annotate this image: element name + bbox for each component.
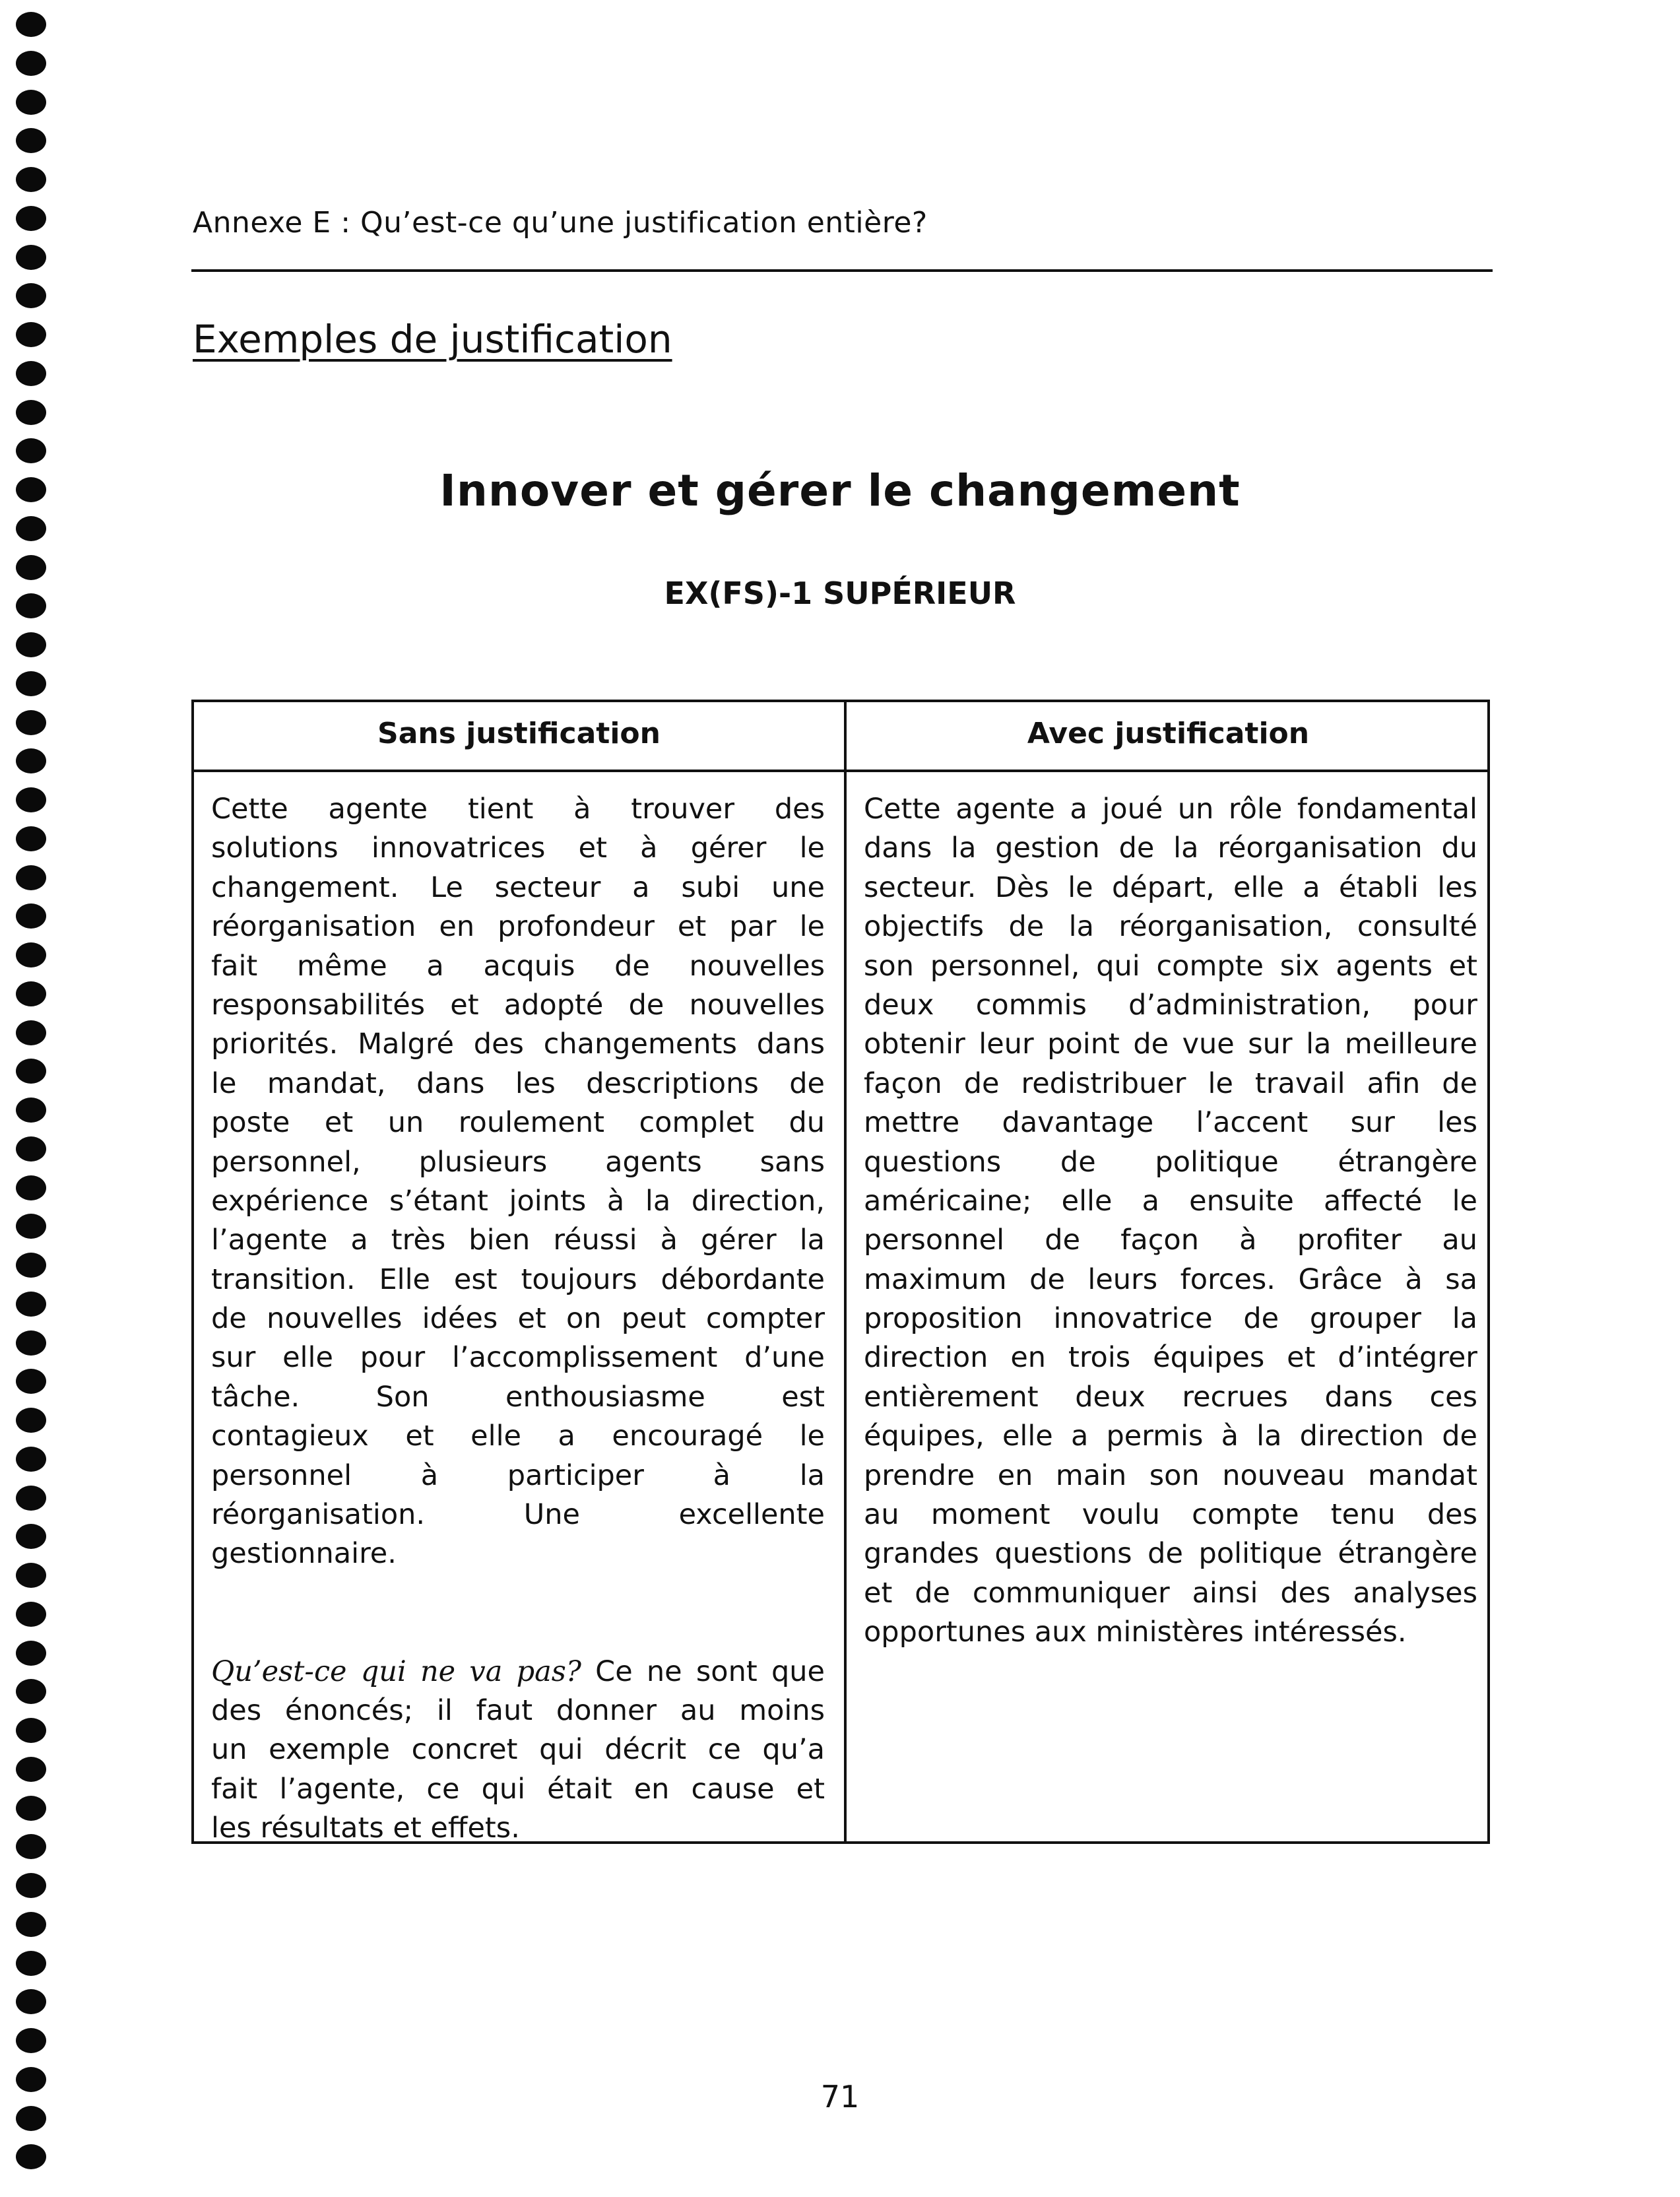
- text-line: direction en trois équipes et d’intégrer: [864, 1341, 1477, 1375]
- text-line: son personnel, qui compte six agents et: [864, 949, 1477, 983]
- binder-hole: [16, 942, 46, 967]
- text-line: des énoncés; il faut donner au moins: [211, 1694, 825, 1727]
- text-line: obtenir leur point de vue sur la meilleure: [864, 1028, 1477, 1061]
- text-line: solutions innovatrices et à gérer le: [211, 832, 825, 865]
- binder-hole: [16, 361, 46, 386]
- binder-hole: [16, 167, 46, 192]
- binder-holes: [16, 12, 50, 2190]
- paragraph-gap: [211, 1574, 825, 1653]
- text-line: tâche. Son enthousiasme est: [211, 1380, 825, 1414]
- binder-hole: [16, 283, 46, 308]
- cell-without-justification: [211, 790, 825, 1849]
- binder-hole: [16, 1059, 46, 1084]
- binder-hole: [16, 787, 46, 812]
- text-line: les résultats et effets.: [211, 1812, 520, 1845]
- text-line: opportunes aux ministères intéressés.: [864, 1616, 1407, 1649]
- text-line: et de communiquer ainsi des analyses: [864, 1576, 1477, 1610]
- binder-hole: [16, 1020, 46, 1045]
- text-line: américaine; elle a ensuite affecté le: [864, 1184, 1477, 1218]
- critique-first-line: [211, 1653, 825, 1691]
- text-line: le mandat, dans les descriptions de: [211, 1066, 825, 1100]
- text-line: changement. Le secteur a subi une: [211, 870, 825, 904]
- binder-hole: [16, 1718, 46, 1743]
- text-line: sur elle pour l’accomplissement d’une: [211, 1341, 825, 1375]
- text-line: réorganisation en profondeur et par le: [211, 910, 825, 944]
- text-line: fait l’agente, ce qui était en cause et: [211, 1772, 825, 1806]
- text-line: Cette agente tient à trouver des: [211, 793, 825, 826]
- text-line: l’agente a très bien réussi à gérer la: [211, 1224, 825, 1257]
- header-rule: [191, 269, 1493, 272]
- binder-hole: [16, 400, 46, 425]
- binder-hole: [16, 206, 46, 231]
- col-header-with: Avec justification: [1027, 717, 1310, 750]
- binder-hole: [16, 981, 46, 1006]
- level-label: EX(FS)-1 SUPÉRIEUR: [664, 575, 1016, 611]
- text-line: transition. Elle est toujours débordante: [211, 1262, 825, 1296]
- text-line: façon de redistribuer le travail afin de: [864, 1066, 1477, 1100]
- cell-with-justification: [864, 790, 1477, 1653]
- binder-hole: [16, 516, 46, 541]
- text-line: contagieux et elle a encouragé le: [211, 1420, 825, 1453]
- text-line: expérience s’étant joints à la direction,: [211, 1184, 825, 1218]
- page-title: Innover et gérer le changement: [439, 465, 1241, 516]
- text-line: gestionnaire.: [211, 1537, 397, 1571]
- text-line: entièrement deux recrues dans ces: [864, 1380, 1477, 1414]
- text-line: de nouvelles idées et on peut compter: [211, 1302, 825, 1336]
- text-line: mettre davantage l’accent sur les: [864, 1106, 1477, 1140]
- binder-hole: [16, 826, 46, 851]
- col-header-without: Sans justification: [377, 717, 661, 750]
- text-line: responsabilités et adopté de nouvelles: [211, 988, 825, 1022]
- critique-text: [211, 1691, 825, 1849]
- text-line: dans la gestion de la réorganisation du: [864, 832, 1477, 865]
- binder-hole: [16, 1447, 46, 1472]
- binder-hole: [16, 1873, 46, 1898]
- binder-hole: [16, 1912, 46, 1937]
- binder-hole: [16, 1292, 46, 1317]
- binder-hole: [16, 51, 46, 76]
- column-divider: [844, 702, 847, 1841]
- text-line: grandes questions de politique étrangère: [864, 1537, 1477, 1571]
- binder-hole: [16, 1214, 46, 1239]
- binder-hole: [16, 1757, 46, 1782]
- binder-hole: [16, 1524, 46, 1549]
- binder-hole: [16, 1679, 46, 1704]
- binder-hole: [16, 710, 46, 735]
- example-text-with: [864, 790, 1477, 1653]
- annex-question: Qu’est-ce qu’une justification entière?: [360, 206, 928, 240]
- text-line: au moment voulu compte tenu des: [864, 1498, 1477, 1532]
- text-line: un exemple concret qui décrit ce qu’a: [211, 1733, 825, 1767]
- binder-hole: [16, 1175, 46, 1200]
- binder-hole: [16, 1136, 46, 1162]
- text-line: questions de politique étrangère: [864, 1145, 1477, 1179]
- critique-question: Qu’est-ce qui ne va pas?: [211, 1655, 581, 1688]
- binder-hole: [16, 2028, 46, 2053]
- page-number: 71: [820, 2079, 860, 2115]
- binder-hole: [16, 1834, 46, 1859]
- text-line: personnel, plusieurs agents sans: [211, 1145, 825, 1179]
- text-line: objectifs de la réorganisation, consulté: [864, 910, 1477, 944]
- text-line: fait même a acquis de nouvelles: [211, 949, 825, 983]
- binder-hole: [16, 90, 46, 115]
- annex-label: Annexe E :: [193, 206, 351, 240]
- text-line: priorités. Malgré des changements dans: [211, 1028, 825, 1061]
- text-line: prendre en main son nouveau mandat: [864, 1459, 1477, 1492]
- text-line: proposition innovatrice de grouper la: [864, 1302, 1477, 1336]
- binder-hole: [16, 1253, 46, 1278]
- text-line: personnel à participer à la: [211, 1459, 825, 1492]
- binder-hole: [16, 1408, 46, 1433]
- binder-hole: [16, 12, 46, 37]
- text-line: poste et un roulement complet du: [211, 1106, 825, 1140]
- binder-hole: [16, 865, 46, 890]
- annex-header: [193, 206, 928, 240]
- text-line: secteur. Dès le départ, elle a établi les: [864, 870, 1477, 904]
- text-line: équipes, elle a permis à la direction de: [864, 1420, 1477, 1453]
- binder-hole: [16, 128, 46, 153]
- binder-hole: [16, 1563, 46, 1588]
- binder-hole: [16, 1369, 46, 1394]
- binder-hole: [16, 671, 46, 696]
- binder-hole: [16, 1330, 46, 1356]
- binder-hole: [16, 1641, 46, 1666]
- binder-hole: [16, 1486, 46, 1511]
- binder-hole: [16, 1989, 46, 2014]
- example-text-without: [211, 790, 825, 1574]
- text-line: personnel de façon à profiter au: [864, 1224, 1477, 1257]
- header-divider: [194, 770, 1487, 772]
- binder-hole: [16, 903, 46, 929]
- section-title: Exemples de justification: [193, 317, 672, 362]
- text-line: réorganisation. Une excellente: [211, 1498, 825, 1532]
- binder-hole: [16, 2144, 46, 2169]
- text-line: maximum de leurs forces. Grâce à sa: [864, 1262, 1477, 1296]
- binder-hole: [16, 1098, 46, 1123]
- binder-hole: [16, 438, 46, 463]
- binder-hole: [16, 245, 46, 270]
- justification-table: [191, 700, 1490, 1844]
- binder-hole: [16, 1951, 46, 1976]
- binder-hole: [16, 632, 46, 657]
- critique-first-rest: Ce ne sont que: [595, 1655, 825, 1688]
- binder-hole: [16, 1602, 46, 1627]
- binder-hole: [16, 322, 46, 347]
- text-line: deux commis d’administration, pour: [864, 988, 1477, 1022]
- binder-hole: [16, 748, 46, 773]
- binder-hole: [16, 1796, 46, 1821]
- text-line: Cette agente a joué un rôle fondamental: [864, 793, 1477, 826]
